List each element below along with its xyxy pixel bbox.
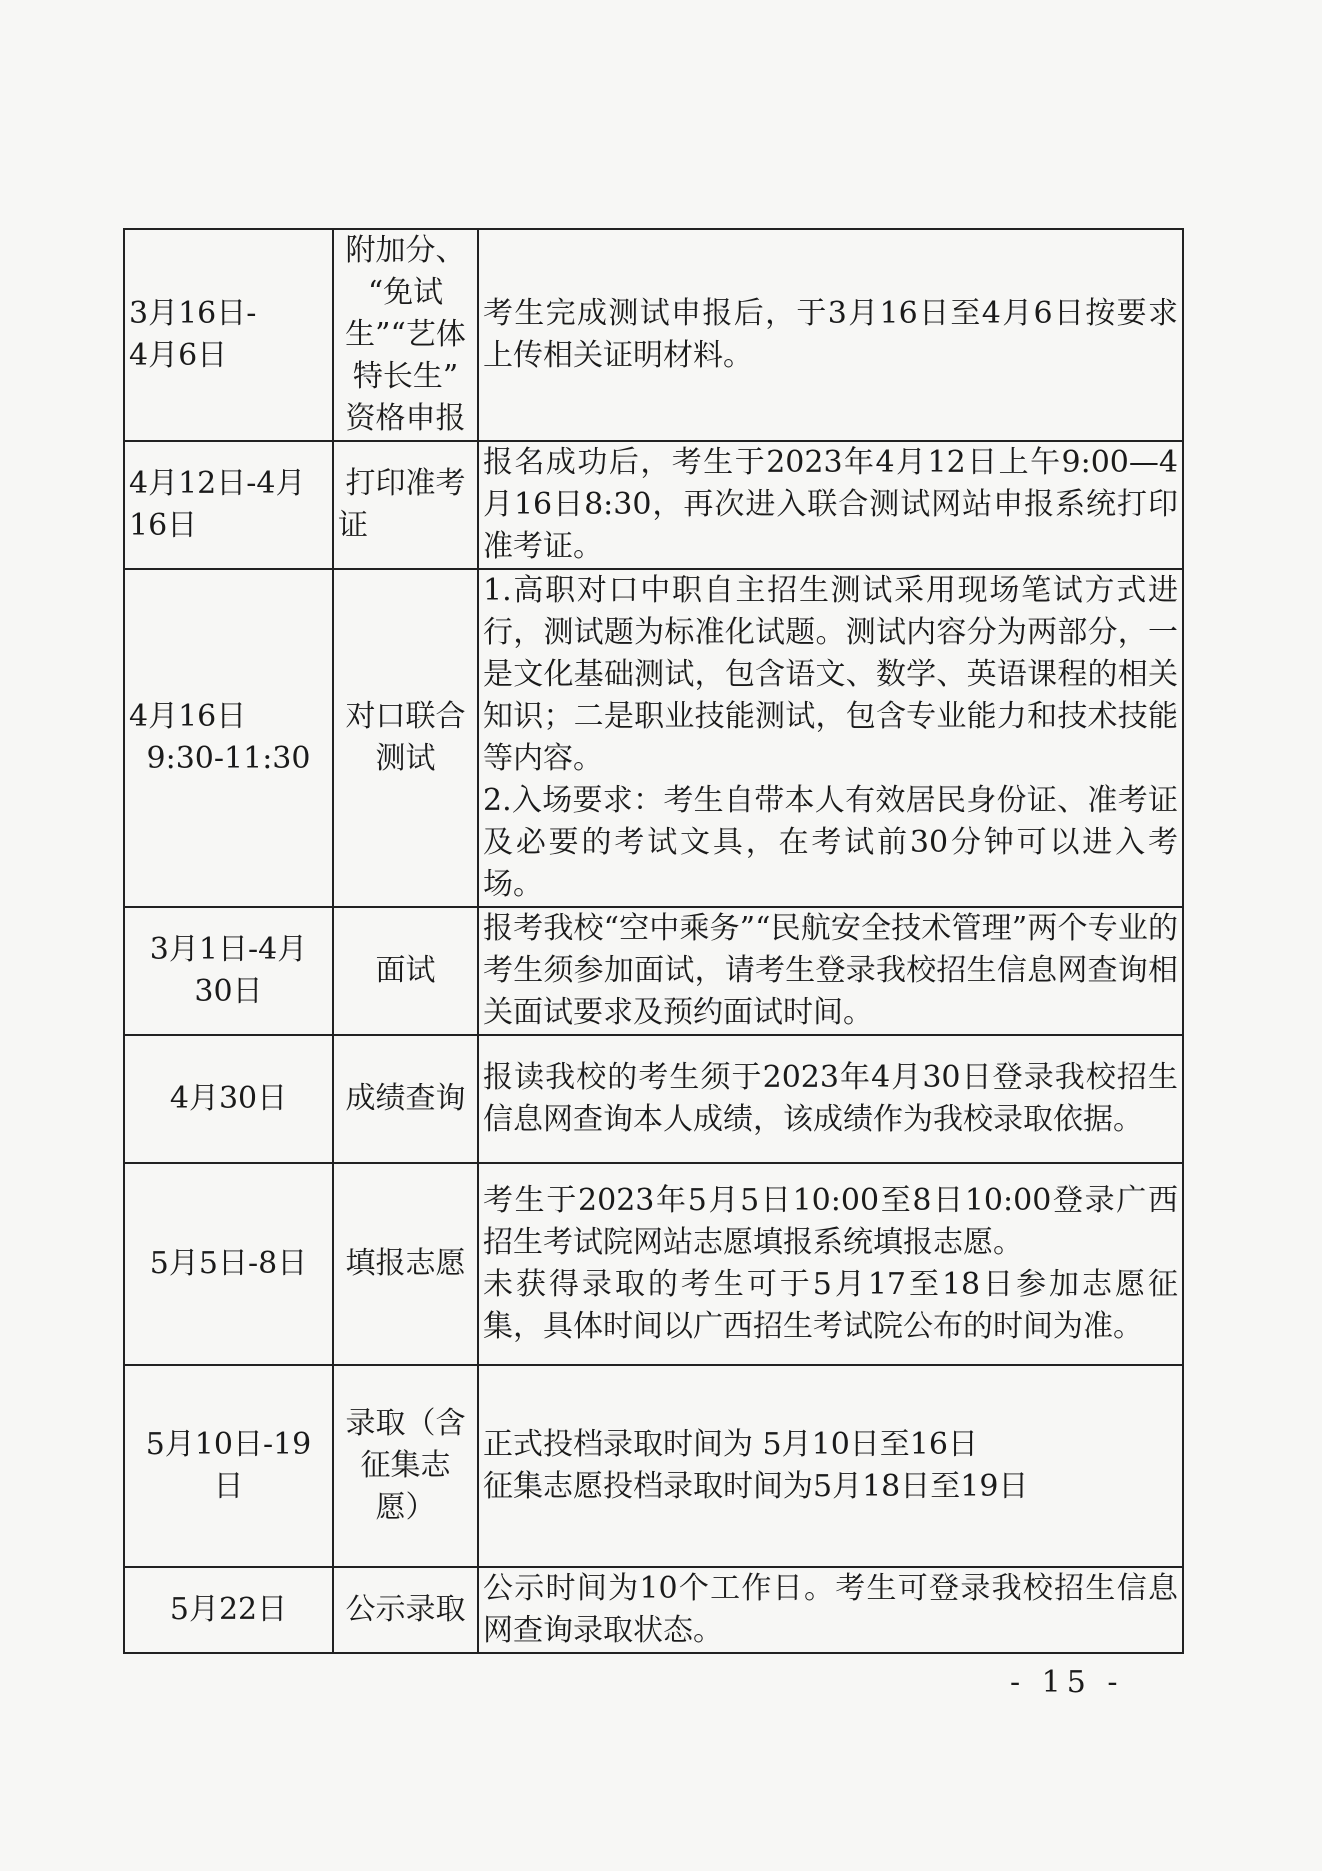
date-line: 5月22日	[169, 1592, 288, 1627]
description-cell	[478, 907, 1183, 1035]
description-paragraph: 征集志愿投档录取时间为5月18日至19日	[483, 1469, 1029, 1504]
item-line: 对口联合	[345, 699, 466, 734]
description-paragraph: 2.入场要求：考生自带本人有效居民身份证、准考证及必要的考试文具，在考试前30分钟可以进入考场。	[483, 783, 1178, 902]
date-cell	[124, 1365, 333, 1567]
item-cell	[333, 441, 478, 569]
date-line: 4月12日-4月	[129, 466, 306, 501]
table-row	[124, 441, 1183, 569]
item-line: 资格申报	[345, 401, 466, 436]
item-cell	[333, 907, 478, 1035]
date-line: 3月1日-4月	[149, 932, 308, 967]
date-cell	[124, 569, 333, 907]
item-line: 打印准考	[345, 466, 466, 501]
date-line: 5月10日-19	[145, 1427, 312, 1462]
date-line: 16日	[129, 508, 198, 543]
description-paragraph: 报读我校的考生须于2023年4月30日登录我校招生信息网查询本人成绩，该成绩作为我校录取依据。	[483, 1060, 1178, 1137]
description-cell	[478, 1365, 1183, 1567]
item-cell	[333, 1567, 478, 1653]
description-cell	[478, 441, 1183, 569]
date-line: 4月30日	[169, 1081, 288, 1116]
item-line: 录取（含	[345, 1406, 466, 1441]
description-paragraph: 考生完成测试申报后，于3月16日至4月6日按要求上传相关证明材料。	[483, 296, 1178, 373]
table-row	[124, 1365, 1183, 1567]
item-cell	[333, 1035, 478, 1163]
description-paragraph: 考生于2023年5月5日10:00至8日10:00登录广西招生考试院网站志愿填报系统填报志愿。	[483, 1183, 1178, 1260]
item-line: 填报志愿	[345, 1246, 466, 1281]
description-paragraph: 公示时间为10个工作日。考生可登录我校招生信息网查询录取状态。	[483, 1571, 1178, 1648]
table-row	[124, 1035, 1183, 1163]
description-paragraph: 未获得录取的考生可于5月17至18日参加志愿征集，具体时间以广西招生考试院公布的时间为准。	[483, 1267, 1178, 1344]
item-line: 证	[338, 508, 368, 543]
date-line: 4月6日	[129, 338, 228, 373]
table-row	[124, 1163, 1183, 1365]
admission-schedule-table	[123, 228, 1184, 1654]
date-line: 5月5日-8日	[149, 1246, 308, 1281]
page-number: - 15 -	[1010, 1665, 1124, 1700]
date-line: 9:30-11:30	[146, 741, 311, 776]
date-cell	[124, 441, 333, 569]
item-line: “免试	[367, 275, 444, 310]
description-cell	[478, 1567, 1183, 1653]
item-cell	[333, 1365, 478, 1567]
date-cell	[124, 229, 333, 441]
date-cell	[124, 1035, 333, 1163]
item-line: 附加分、	[345, 233, 466, 268]
description-paragraph: 报考我校“空中乘务”“民航安全技术管理”两个专业的考生须参加面试，请考生登录我校招生信息网查询相关面试要求及预约面试时间。	[483, 911, 1178, 1030]
date-line: 4月16日	[129, 699, 247, 734]
item-line: 愿）	[375, 1490, 436, 1525]
item-cell	[333, 569, 478, 907]
date-line: 30日	[194, 974, 263, 1009]
table-row	[124, 569, 1183, 907]
item-line: 测试	[375, 741, 436, 776]
date-line: 日	[213, 1469, 244, 1504]
date-cell	[124, 1567, 333, 1653]
table-row	[124, 1567, 1183, 1653]
description-paragraph: 报名成功后，考生于2023年4月12日上午9:00—4月16日8:30，再次进入联合测试网站申报系统打印准考证。	[483, 445, 1178, 564]
item-line: 生”“艺体	[345, 317, 466, 352]
item-line: 面试	[375, 953, 436, 988]
description-paragraph: 1.高职对口中职自主招生测试采用现场笔试方式进行，测试题为标准化试题。测试内容分为两部分，一是文化基础测试，包含语文、数学、英语课程的相关知识；二是职业技能测试，包含专业能力和技术技能等内容。	[483, 573, 1178, 776]
item-cell	[333, 229, 478, 441]
item-line: 征集志	[360, 1448, 451, 1483]
description-cell	[478, 569, 1183, 907]
description-cell	[478, 1163, 1183, 1365]
description-paragraph: 正式投档录取时间为 5月10日至16日	[483, 1427, 978, 1462]
description-cell	[478, 229, 1183, 441]
item-cell	[333, 1163, 478, 1365]
item-line: 特长生”	[352, 359, 459, 394]
item-line: 成绩查询	[345, 1081, 466, 1116]
date-line: 3月16日-	[129, 296, 257, 331]
table-row	[124, 907, 1183, 1035]
description-cell	[478, 1035, 1183, 1163]
date-cell	[124, 907, 333, 1035]
table-row	[124, 229, 1183, 441]
item-line: 公示录取	[345, 1592, 466, 1627]
date-cell	[124, 1163, 333, 1365]
